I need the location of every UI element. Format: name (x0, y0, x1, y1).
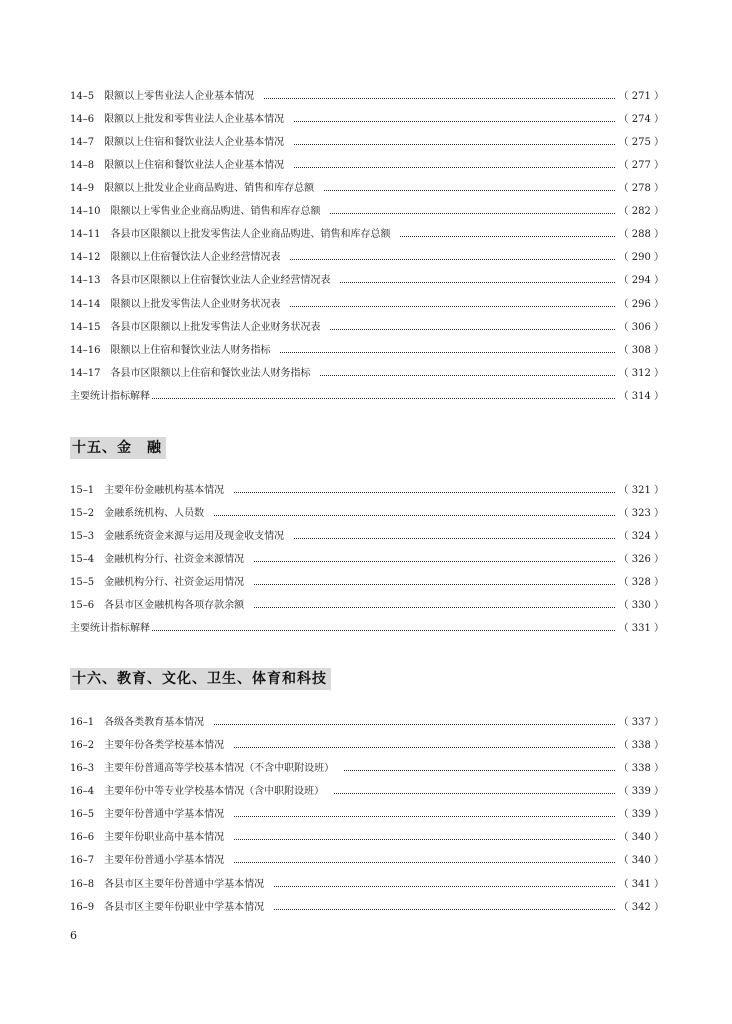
entry-page: （ 341 ） (618, 879, 664, 890)
entry-page: （ 314 ） (618, 391, 664, 402)
entry-number: 14–17 (70, 368, 101, 379)
dot-leader (290, 258, 614, 260)
entry-number: 16–1 (70, 717, 95, 728)
entry-title: 金融机构分行、社资金运用情况 (104, 577, 245, 588)
entry-title: 各县市区限额以上批发零售法人企业商品购进、销售和库存总额 (110, 229, 391, 240)
toc-entry[interactable] (70, 203, 664, 221)
dot-leader (340, 281, 614, 283)
entry-title: 金融系统资金来源与运用及现金收支情况 (104, 531, 285, 542)
entry-page: （ 326 ） (618, 554, 664, 565)
dot-leader (254, 606, 614, 608)
entry-page: （ 331 ） (618, 623, 664, 634)
entry-page: （ 275 ） (618, 137, 664, 148)
entry-number: 14–13 (70, 275, 101, 286)
dot-leader (234, 746, 614, 748)
entry-number: 16–6 (70, 832, 95, 843)
entry-page: （ 338 ） (618, 763, 664, 774)
entry-title: 限额以上零售业法人企业基本情况 (104, 91, 255, 102)
toc-entry[interactable] (70, 783, 664, 801)
dot-leader (294, 143, 614, 145)
entry-number: 14–15 (70, 322, 101, 333)
entry-number: 14–6 (70, 114, 95, 125)
dot-leader (234, 491, 614, 493)
dot-leader (254, 560, 614, 562)
entry-number: 15–5 (70, 577, 95, 588)
toc-entry[interactable] (70, 574, 664, 592)
entry-title: 限额以上零售业企业商品购进、销售和库存总额 (110, 206, 321, 217)
page-number: 6 (70, 929, 77, 942)
entry-page: （ 339 ） (618, 809, 664, 820)
toc-entry[interactable] (70, 88, 664, 106)
dot-leader (280, 351, 614, 353)
entry-title: 各级各类教育基本情况 (104, 717, 205, 728)
toc-entry-glossary[interactable] (70, 620, 664, 638)
entry-page: （ 271 ） (618, 91, 664, 102)
entry-title: 限额以上住宿和餐饮业法人企业基本情况 (104, 137, 285, 148)
toc-entry[interactable] (70, 180, 664, 198)
toc-entry[interactable] (70, 249, 664, 267)
entry-title: 限额以上批发业企业商品购进、销售和库存总额 (104, 183, 315, 194)
entry-page: （ 278 ） (618, 183, 664, 194)
entry-page: （ 308 ） (618, 345, 664, 356)
entry-number: 16–3 (70, 763, 95, 774)
toc-entry[interactable] (70, 806, 664, 824)
dot-leader (234, 838, 614, 840)
entry-page: （ 296 ） (618, 299, 664, 310)
toc-entry[interactable] (70, 482, 664, 500)
entry-page: （ 338 ） (618, 740, 664, 751)
entry-number: 15–4 (70, 554, 95, 565)
dot-leader (234, 861, 614, 863)
entry-page: （ 306 ） (618, 322, 664, 333)
entry-page: （ 312 ） (618, 368, 664, 379)
toc-entry[interactable] (70, 852, 664, 870)
entry-title: 限额以上住宿餐饮法人企业经营情况表 (110, 252, 281, 263)
entry-page: （ 282 ） (618, 206, 664, 217)
entry-title: 主要统计指标解释 (70, 623, 150, 634)
entry-page: （ 274 ） (618, 114, 664, 125)
entry-page: （ 324 ） (618, 531, 664, 542)
entry-number: 14–11 (70, 229, 101, 240)
entry-number: 16–8 (70, 879, 95, 890)
dot-leader (294, 537, 614, 539)
entry-title: 主要年份普通小学基本情况 (104, 855, 225, 866)
entry-number: 15–3 (70, 531, 95, 542)
toc-entry[interactable] (70, 342, 664, 360)
entry-number: 14–9 (70, 183, 95, 194)
entry-number: 14–8 (70, 160, 95, 171)
entry-title: 主要年份普通中学基本情况 (104, 809, 225, 820)
dot-leader (274, 885, 614, 887)
dot-leader (234, 815, 614, 817)
entry-number: 14–16 (70, 345, 101, 356)
toc-entry[interactable] (70, 551, 664, 569)
dot-leader (264, 97, 614, 99)
entry-number: 16–4 (70, 786, 95, 797)
entry-number: 16–5 (70, 809, 95, 820)
entry-number: 14–12 (70, 252, 101, 263)
entry-page: （ 337 ） (618, 717, 664, 728)
dot-leader (214, 514, 614, 516)
dot-leader (152, 397, 615, 399)
entry-title: 限额以上住宿和餐饮业法人企业基本情况 (104, 160, 285, 171)
entry-page: （ 321 ） (618, 485, 664, 496)
entry-title: 各县市区限额以上批发零售法人企业财务状况表 (110, 322, 321, 333)
entry-page: （ 277 ） (618, 160, 664, 171)
entry-page: （ 342 ） (618, 902, 664, 913)
entry-title: 主要年份职业高中基本情况 (104, 832, 225, 843)
entry-title: 各县市区限额以上住宿餐饮业法人企业经营情况表 (110, 275, 331, 286)
entry-title: 金融机构分行、社资金来源情况 (104, 554, 245, 565)
entry-page: （ 339 ） (618, 786, 664, 797)
dot-leader (324, 189, 614, 191)
dot-leader (330, 328, 614, 330)
entry-number: 16–9 (70, 902, 95, 913)
entry-title: 限额以上批发零售法人企业财务状况表 (110, 299, 281, 310)
entry-page: （ 330 ） (618, 600, 664, 611)
entry-page: （ 340 ） (618, 832, 664, 843)
entry-title: 限额以上批发和零售业法人企业基本情况 (104, 114, 285, 125)
entry-page: （ 288 ） (618, 229, 664, 240)
toc-entry[interactable] (70, 505, 664, 523)
entry-number: 14–10 (70, 206, 101, 217)
entry-number: 15–2 (70, 508, 95, 519)
entry-title: 各县市区金融机构各项存款余额 (104, 600, 245, 611)
entry-number: 16–2 (70, 740, 95, 751)
toc-entry[interactable] (70, 319, 664, 337)
toc-entry[interactable] (70, 876, 664, 894)
entry-number: 15–1 (70, 485, 95, 496)
entry-title: 主要年份各类学校基本情况 (104, 740, 225, 751)
toc-entry[interactable] (70, 760, 664, 778)
entry-number: 14–5 (70, 91, 95, 102)
toc-entry[interactable] (70, 899, 664, 917)
toc-entry[interactable] (70, 528, 664, 546)
toc-entry-glossary[interactable] (70, 388, 664, 406)
dot-leader (294, 166, 614, 168)
entry-page: （ 328 ） (618, 577, 664, 588)
toc-entry[interactable] (70, 296, 664, 314)
entry-title: 主要年份金融机构基本情况 (104, 485, 225, 496)
entry-number: 14–7 (70, 137, 95, 148)
entry-title: 主要年份普通高等学校基本情况（不含中职附设班） (104, 763, 335, 774)
dot-leader (320, 374, 614, 376)
entry-number: 15–6 (70, 600, 95, 611)
entry-page: （ 294 ） (618, 275, 664, 286)
dot-leader (330, 212, 614, 214)
entry-title: 各县市区主要年份普通中学基本情况 (104, 879, 265, 890)
toc-entry[interactable] (70, 597, 664, 615)
toc-entry[interactable] (70, 829, 664, 847)
dot-leader (254, 583, 614, 585)
dot-leader (274, 908, 614, 910)
entry-title: 各县市区主要年份职业中学基本情况 (104, 902, 265, 913)
entry-page: （ 323 ） (618, 508, 664, 519)
section-heading-finance: 十五、金 融 (70, 437, 166, 459)
entry-title: 金融系统机构、人员数 (104, 508, 205, 519)
dot-leader (400, 235, 614, 237)
toc-entry[interactable] (70, 272, 664, 290)
entry-page: （ 340 ） (618, 855, 664, 866)
toc-entry[interactable] (70, 714, 664, 732)
entry-number: 14–14 (70, 299, 101, 310)
toc-entry[interactable] (70, 365, 664, 383)
toc-entry[interactable] (70, 134, 664, 152)
entry-page: （ 290 ） (618, 252, 664, 263)
toc-entry[interactable] (70, 737, 664, 755)
dot-leader (344, 769, 614, 771)
toc-entry[interactable] (70, 226, 664, 244)
dot-leader (294, 120, 614, 122)
entry-title: 主要统计指标解释 (70, 391, 150, 402)
entry-title: 限额以上住宿和餐饮业法人财务指标 (110, 345, 271, 356)
entry-number: 16–7 (70, 855, 95, 866)
toc-entry[interactable] (70, 111, 664, 129)
dot-leader (152, 629, 615, 631)
dot-leader (290, 305, 614, 307)
entry-title: 各县市区限额以上住宿和餐饮业法人财务指标 (110, 368, 311, 379)
dot-leader (334, 792, 614, 794)
dot-leader (214, 723, 614, 725)
toc-entry[interactable] (70, 157, 664, 175)
entry-title: 主要年份中等专业学校基本情况（含中职附设班） (104, 786, 325, 797)
section-heading-education: 十六、教育、文化、卫生、体育和科技 (70, 668, 331, 690)
